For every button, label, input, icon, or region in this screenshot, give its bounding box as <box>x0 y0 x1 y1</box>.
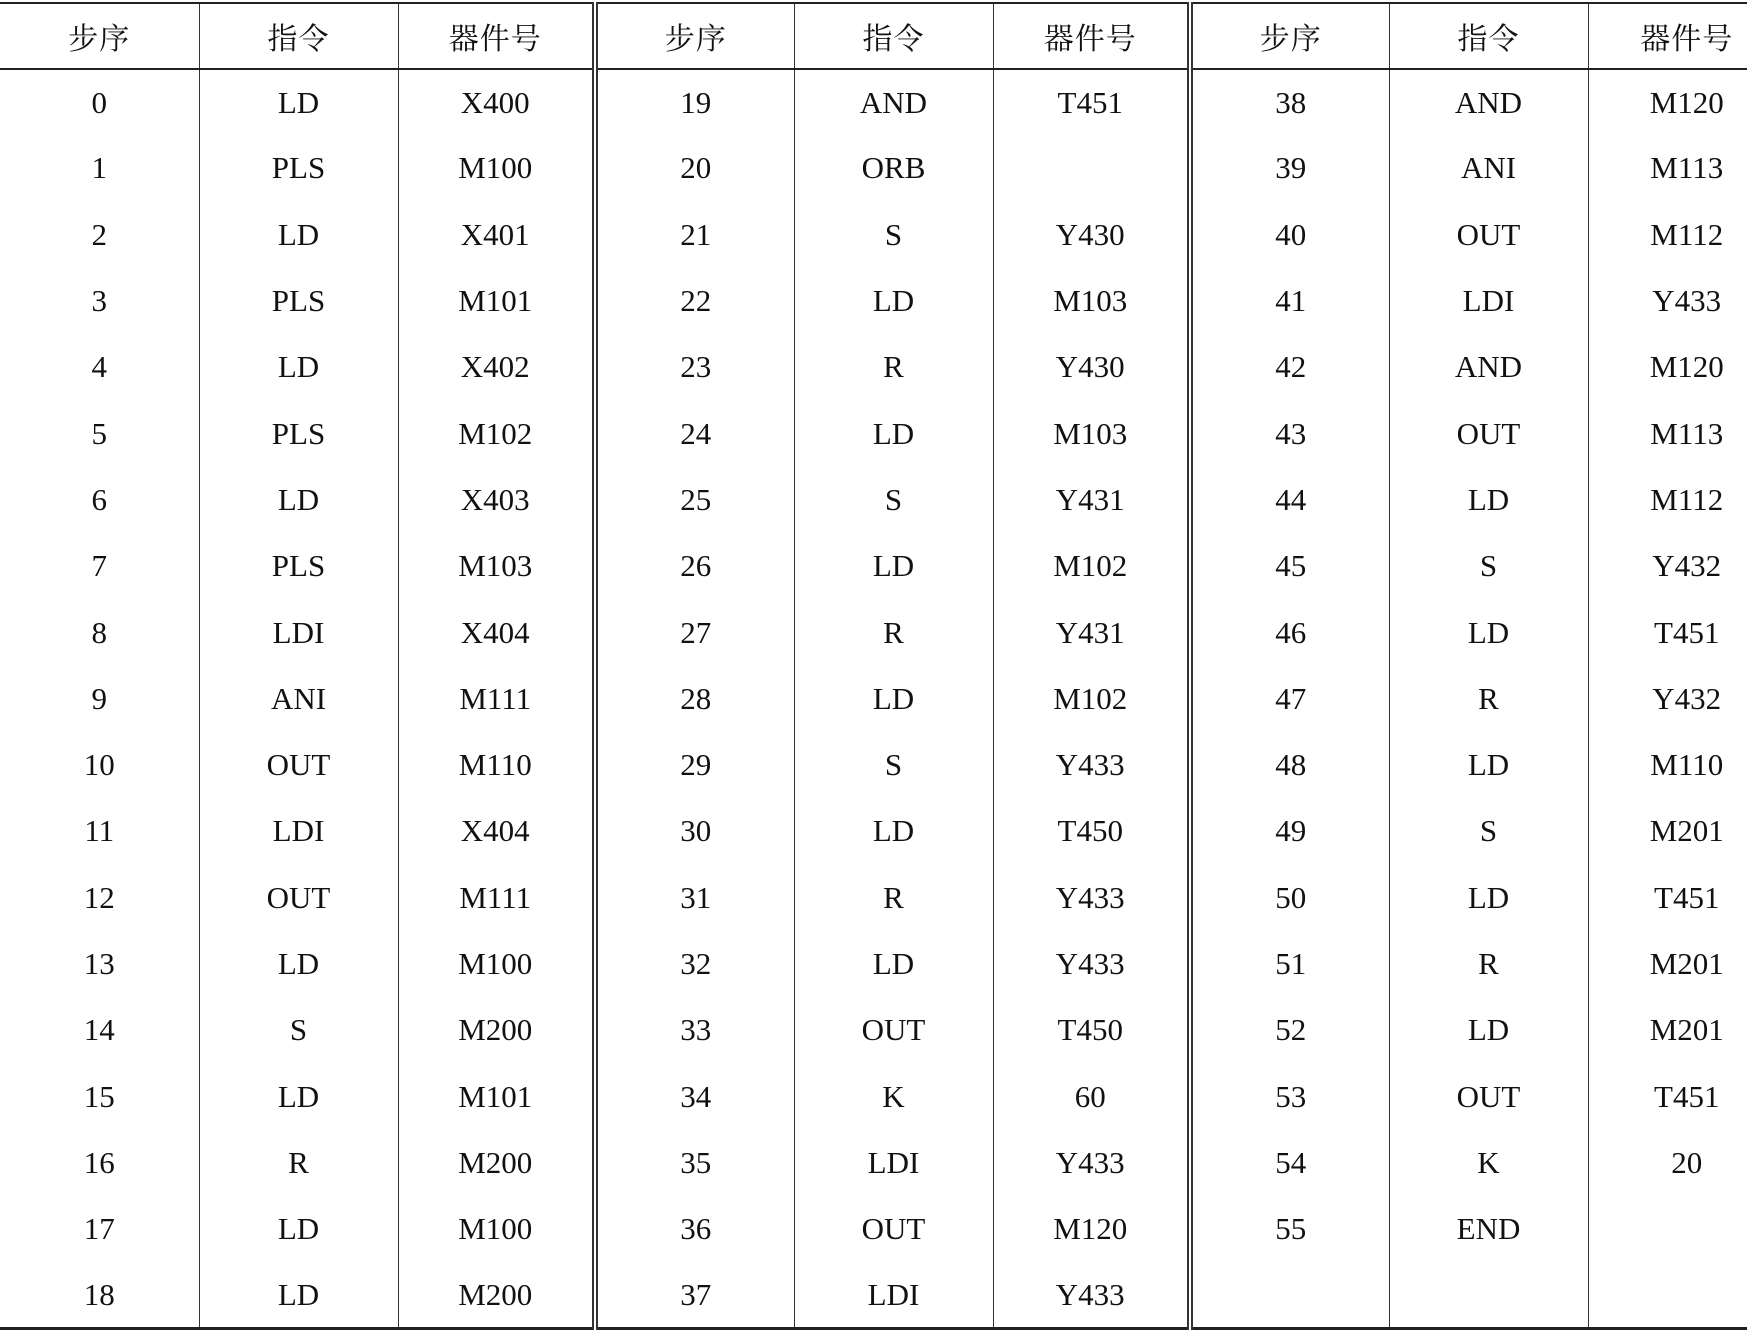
instruction-cell: LD <box>1389 865 1588 931</box>
instruction-cell: LD <box>199 334 398 400</box>
step-cell: 12 <box>0 865 199 931</box>
device-cell: M100 <box>398 1196 595 1262</box>
step-cell: 48 <box>1190 732 1389 798</box>
device-cell: Y431 <box>993 467 1190 533</box>
device-cell: M120 <box>993 1196 1190 1262</box>
table-row <box>0 798 1747 864</box>
instruction-cell: LDI <box>199 798 398 864</box>
table-row <box>0 533 1747 599</box>
device-cell: Y433 <box>993 1262 1190 1328</box>
step-cell: 7 <box>0 533 199 599</box>
step-cell: 55 <box>1190 1196 1389 1262</box>
device-cell: M112 <box>1650 216 1724 252</box>
table-row <box>0 202 1747 268</box>
device-cell: M103 <box>398 533 595 599</box>
instruction-cell: LD <box>199 467 398 533</box>
instruction-cell: S <box>794 467 993 533</box>
step-cell: 24 <box>595 400 794 466</box>
step-cell: 30 <box>595 798 794 864</box>
instruction-cell: AND <box>1389 334 1588 400</box>
table-row <box>0 268 1747 334</box>
step-cell: 40 <box>1190 202 1389 268</box>
device-cell: X403 <box>398 467 595 533</box>
instruction-cell: END <box>1389 1196 1588 1262</box>
device-cell: X402 <box>398 334 595 400</box>
step-cell: 11 <box>0 798 199 864</box>
instruction-cell: ORB <box>794 135 993 201</box>
device-cell: Y433 <box>993 931 1190 997</box>
plc-instruction-table <box>0 2 1747 1330</box>
device-cell: T451 <box>993 69 1190 135</box>
step-cell: 44 <box>1190 467 1389 533</box>
step-cell: 6 <box>0 467 199 533</box>
step-cell: 52 <box>1190 997 1389 1063</box>
table-row <box>0 69 1747 135</box>
instruction-cell: K <box>1389 1130 1588 1196</box>
step-cell: 33 <box>595 997 794 1063</box>
step-cell: 45 <box>1190 533 1389 599</box>
instruction-cell: LD <box>794 931 993 997</box>
instruction-cell: OUT <box>1389 1063 1588 1129</box>
table-row <box>0 666 1747 732</box>
header-instruction-2: 指令 <box>794 3 993 69</box>
step-cell: 35 <box>595 1130 794 1196</box>
device-cell <box>1588 1262 1747 1328</box>
device-cell: M103 <box>993 268 1190 334</box>
table-row <box>0 1130 1747 1196</box>
table-row <box>0 135 1747 201</box>
table-row <box>0 1196 1747 1262</box>
device-cell: M111 <box>398 666 595 732</box>
step-cell: 42 <box>1190 334 1389 400</box>
instruction-cell: OUT <box>199 732 398 798</box>
device-cell: X401 <box>398 202 595 268</box>
instruction-cell: LD <box>794 533 993 599</box>
instruction-cell: R <box>1389 931 1588 997</box>
step-cell: 3 <box>0 268 199 334</box>
device-cell: T451 <box>1654 614 1720 650</box>
header-row <box>0 3 1747 69</box>
instruction-cell: S <box>794 202 993 268</box>
step-cell: 15 <box>0 1063 199 1129</box>
instruction-cell: OUT <box>1389 202 1588 268</box>
instruction-cell: LDI <box>794 1130 993 1196</box>
step-cell: 32 <box>595 931 794 997</box>
step-cell: 14 <box>0 997 199 1063</box>
instruction-cell: AND <box>794 69 993 135</box>
device-cell: M102 <box>993 666 1190 732</box>
step-cell: 34 <box>595 1063 794 1129</box>
instruction-cell: LD <box>794 268 993 334</box>
device-cell: Y430 <box>993 334 1190 400</box>
device-cell: X404 <box>398 599 595 665</box>
instruction-cell: LD <box>199 69 398 135</box>
table-body <box>0 69 1747 1329</box>
instruction-cell: OUT <box>794 997 993 1063</box>
instruction-cell: R <box>794 334 993 400</box>
step-cell: 43 <box>1190 400 1389 466</box>
step-cell: 38 <box>1190 69 1389 135</box>
instruction-cell: LD <box>199 931 398 997</box>
step-cell: 36 <box>595 1196 794 1262</box>
device-cell: X400 <box>398 69 595 135</box>
device-cell: Y433 <box>993 1130 1190 1196</box>
instruction-cell: PLS <box>199 400 398 466</box>
table-row <box>0 732 1747 798</box>
device-cell: M111 <box>398 865 595 931</box>
step-cell: 10 <box>0 732 199 798</box>
table-row <box>0 599 1747 665</box>
header-step-1: 步序 <box>0 3 199 69</box>
header-device-1: 器件号 <box>398 3 595 69</box>
device-cell: T450 <box>993 798 1190 864</box>
table-row <box>0 865 1747 931</box>
step-cell: 16 <box>0 1130 199 1196</box>
device-cell: M120 <box>1649 349 1724 385</box>
header-instruction-3: 指令 <box>1389 3 1588 69</box>
instruction-cell: S <box>1389 533 1588 599</box>
step-cell: 8 <box>0 599 199 665</box>
table-row <box>0 997 1747 1063</box>
device-cell: M100 <box>398 135 595 201</box>
device-cell: M110 <box>398 732 595 798</box>
step-cell: 2 <box>0 202 199 268</box>
instruction-cell: LDI <box>199 599 398 665</box>
device-cell: Y431 <box>993 599 1190 665</box>
device-cell: M113 <box>1650 150 1724 186</box>
instruction-cell: LD <box>199 202 398 268</box>
step-cell: 54 <box>1190 1130 1389 1196</box>
instruction-cell: LD <box>199 1262 398 1328</box>
step-cell: 18 <box>0 1262 199 1328</box>
instruction-cell: S <box>199 997 398 1063</box>
step-cell: 25 <box>595 467 794 533</box>
header-instruction-1: 指令 <box>199 3 398 69</box>
header-device-2: 器件号 <box>993 3 1190 69</box>
device-cell: Y433 <box>1652 283 1722 319</box>
step-cell: 29 <box>595 732 794 798</box>
step-cell: 4 <box>0 334 199 400</box>
instruction-cell: PLS <box>199 135 398 201</box>
device-cell: M100 <box>398 931 595 997</box>
device-cell: Y432 <box>1652 680 1722 716</box>
instruction-cell: LD <box>794 400 993 466</box>
instruction-cell: LD <box>1389 732 1588 798</box>
device-cell: 60 <box>993 1063 1190 1129</box>
device-cell: Y433 <box>993 732 1190 798</box>
device-cell: M200 <box>398 1130 595 1196</box>
step-cell: 50 <box>1190 865 1389 931</box>
device-cell: M201 <box>1649 946 1724 981</box>
table-row <box>0 1262 1747 1328</box>
instruction-cell: R <box>199 1130 398 1196</box>
header-step-3: 步序 <box>1190 3 1389 69</box>
instruction-cell <box>1389 1262 1588 1328</box>
instruction-cell: LD <box>199 1196 398 1262</box>
instruction-cell: OUT <box>794 1196 993 1262</box>
table-row <box>0 400 1747 466</box>
step-cell: 47 <box>1190 666 1389 732</box>
instruction-cell: ANI <box>199 666 398 732</box>
instruction-cell: PLS <box>199 268 398 334</box>
device-cell: M120 <box>1649 84 1724 120</box>
device-cell: M101 <box>398 1063 595 1129</box>
step-cell: 26 <box>595 533 794 599</box>
instruction-cell: OUT <box>1389 400 1588 466</box>
step-cell: 49 <box>1190 798 1389 864</box>
instruction-cell: LDI <box>1389 268 1588 334</box>
step-cell: 27 <box>595 599 794 665</box>
instruction-cell: OUT <box>199 865 398 931</box>
device-cell: M112 <box>1650 481 1724 517</box>
step-cell: 13 <box>0 931 199 997</box>
table-row <box>0 1063 1747 1129</box>
device-cell: Y433 <box>993 865 1190 931</box>
step-cell: 19 <box>595 69 794 135</box>
step-cell: 20 <box>595 135 794 201</box>
device-cell: T451 <box>1654 1078 1720 1114</box>
device-cell: M110 <box>1650 747 1724 783</box>
table-header <box>0 3 1747 69</box>
device-cell: Y430 <box>993 202 1190 268</box>
instruction-cell: S <box>1389 798 1588 864</box>
device-cell: Y432 <box>1652 548 1722 584</box>
header-device-3: 器件号 <box>1640 22 1734 57</box>
table-row <box>0 334 1747 400</box>
device-cell: M102 <box>398 400 595 466</box>
device-cell: M201 <box>1649 1012 1724 1048</box>
instruction-cell: AND <box>1389 69 1588 135</box>
instruction-cell: ANI <box>1389 135 1588 201</box>
header-step-2: 步序 <box>595 3 794 69</box>
step-cell: 5 <box>0 400 199 466</box>
instruction-cell: R <box>1389 666 1588 732</box>
instruction-cell: LD <box>794 666 993 732</box>
instruction-cell: LD <box>1389 467 1588 533</box>
instruction-cell: S <box>794 732 993 798</box>
device-cell: M103 <box>993 400 1190 466</box>
step-cell: 41 <box>1190 268 1389 334</box>
device-cell: T451 <box>1654 879 1720 915</box>
device-cell <box>1588 1196 1747 1262</box>
step-cell: 9 <box>0 666 199 732</box>
step-cell: 53 <box>1190 1063 1389 1129</box>
instruction-cell: R <box>794 599 993 665</box>
device-cell: M200 <box>398 997 595 1063</box>
instruction-cell: PLS <box>199 533 398 599</box>
device-cell: M201 <box>1649 813 1724 849</box>
instruction-cell: K <box>794 1063 993 1129</box>
step-cell: 17 <box>0 1196 199 1262</box>
device-cell: 20 <box>1671 1144 1703 1180</box>
step-cell: 46 <box>1190 599 1389 665</box>
step-cell: 1 <box>0 135 199 201</box>
step-cell <box>1190 1262 1389 1328</box>
step-cell: 23 <box>595 334 794 400</box>
step-cell: 28 <box>595 666 794 732</box>
device-cell: M102 <box>993 533 1190 599</box>
instruction-cell: LD <box>794 798 993 864</box>
instruction-cell: LD <box>1389 997 1588 1063</box>
step-cell: 22 <box>595 268 794 334</box>
instruction-cell: LD <box>199 1063 398 1129</box>
table-row <box>0 931 1747 997</box>
table-row <box>0 467 1747 533</box>
device-cell: M101 <box>398 268 595 334</box>
step-cell: 39 <box>1190 135 1389 201</box>
instruction-cell: LD <box>1389 599 1588 665</box>
instruction-cell: LDI <box>794 1262 993 1328</box>
step-cell: 37 <box>595 1262 794 1328</box>
device-cell: T450 <box>993 997 1190 1063</box>
device-cell: X404 <box>398 798 595 864</box>
step-cell: 31 <box>595 865 794 931</box>
step-cell: 0 <box>0 69 199 135</box>
step-cell: 21 <box>595 202 794 268</box>
device-cell: M113 <box>1650 415 1724 451</box>
device-cell: M200 <box>398 1262 595 1328</box>
step-cell: 51 <box>1190 931 1389 997</box>
instruction-cell: R <box>794 865 993 931</box>
device-cell <box>993 135 1190 201</box>
